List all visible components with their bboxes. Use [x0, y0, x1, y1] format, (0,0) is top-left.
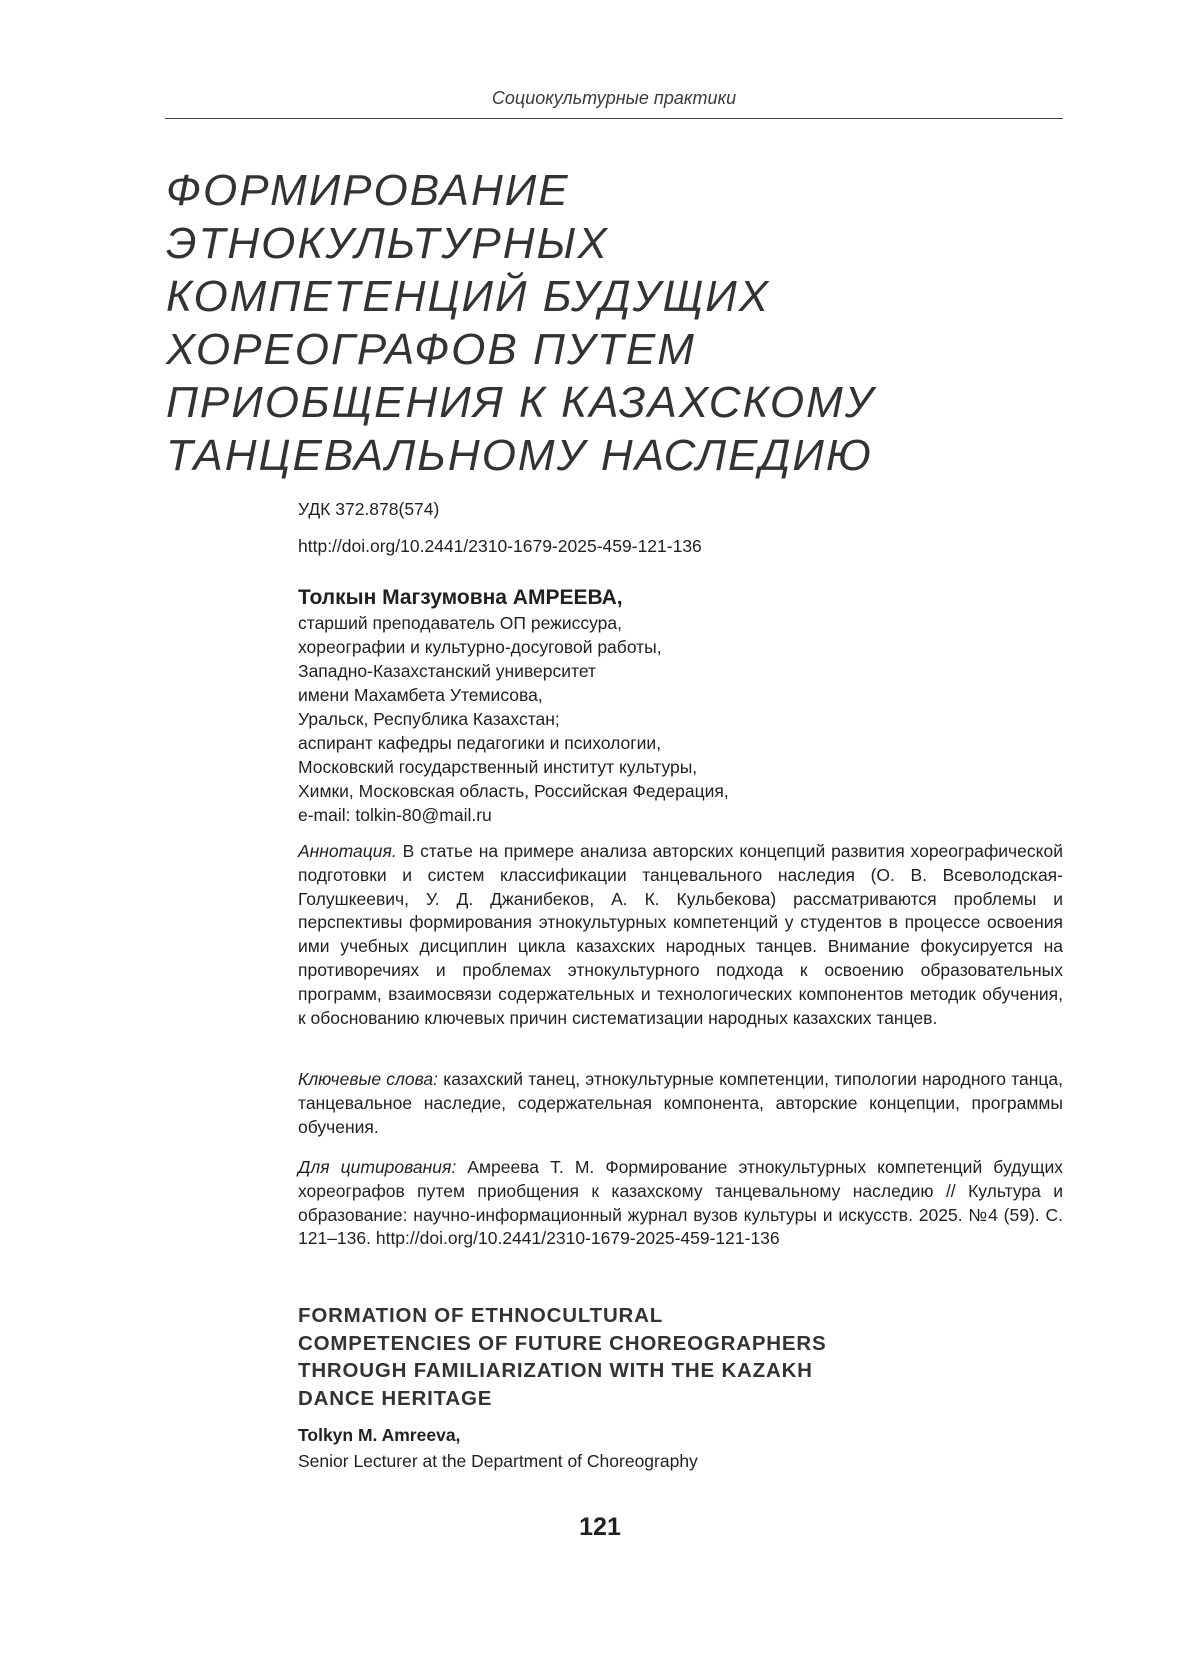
- keywords-text: казахский танец, этнокультурные компетенции, типологии народного танца, танцевальное наследие, содержательная компонента, авторские концепции, программы обучения.: [298, 1069, 1063, 1137]
- doi-link[interactable]: http://doi.org/10.2441/2310-1679-2025-459-121-136: [298, 536, 702, 556]
- author-name: Толкын Магзумовна АМРЕЕВА,: [298, 586, 623, 609]
- author-email[interactable]: e-mail: tolkin-80@mail.ru: [298, 805, 492, 825]
- affiliation-line: Уральск, Республика Казахстан;: [298, 709, 560, 729]
- header-rule: [165, 118, 1063, 119]
- citation-label: Для цитирования:: [298, 1157, 457, 1177]
- keywords-label: Ключевые слова:: [298, 1069, 438, 1089]
- citation: [298, 1156, 1063, 1251]
- affiliation-line: аспирант кафедры педагогики и психологии,: [298, 733, 662, 753]
- keywords: [298, 1068, 1063, 1139]
- udk-code: УДК 372.878(574): [298, 499, 440, 519]
- affiliation-line: Западно-Казахстанский университет: [298, 661, 597, 681]
- title-en-line: DANCE HERITAGE: [298, 1386, 493, 1410]
- title-ru-line: КОМПЕТЕНЦИЙ БУДУЩИХ: [166, 272, 771, 321]
- title-ru-line: ТАНЦЕВАЛЬНОМУ НАСЛЕДИЮ: [166, 431, 873, 480]
- author-position-en: Senior Lecturer at the Department of Choreography: [298, 1451, 698, 1471]
- abstract: [298, 840, 1063, 1030]
- author-affiliation: [298, 611, 1063, 827]
- running-head: Социокультурные практики: [491, 88, 737, 108]
- title-en-line: THROUGH FAMILIARIZATION WITH THE KAZAKH: [298, 1359, 813, 1382]
- article-title-en: [298, 1302, 826, 1412]
- title-ru-line: ХОРЕОГРАФОВ ПУТЕМ: [166, 325, 696, 374]
- affiliation-line: старший преподаватель ОП режиссура,: [298, 613, 622, 633]
- title-en-line: FORMATION OF ETHNOCULTURAL: [298, 1304, 664, 1327]
- citation-text: Амреева Т. М. Формирование этнокультурных компетенций будущих хореографов путем приобщения к казахскому танцевальному наследию // Культура и образование: научно-информационный журнал вузов культуры и искусств. 2025. №4 (59). С. 121–136. http://doi.org/10.2441/2310-1679-2025-459-121-136: [298, 1157, 1063, 1249]
- abstract-label: Аннотация.: [298, 841, 397, 861]
- affiliation-line: имени Махамбета Утемисова,: [298, 685, 543, 705]
- title-ru-line: ПРИОБЩЕНИЯ К КАЗАХСКОМУ: [166, 378, 875, 427]
- author-name-en: Tolkyn M. Amreeva,: [298, 1425, 461, 1445]
- affiliation-line: хореографии и культурно-досуговой работы,: [298, 637, 662, 657]
- affiliation-line: Химки, Московская область, Российская Федерация,: [298, 781, 729, 801]
- title-en-line: COMPETENCIES OF FUTURE CHOREOGRAPHERS: [298, 1331, 827, 1355]
- title-ru-line: ЭТНОКУЛЬТУРНЫХ: [166, 219, 609, 268]
- affiliation-line: Московский государственный институт культуры,: [298, 757, 698, 777]
- abstract-text: В статье на примере анализа авторских концепций развития хореографической подготовки и систем классификации танцевального наследия (О. В. Всеволодская-Голушкеевич, У. Д. Джанибеков, А. К. Кульбекова) рассматриваются проблемы и перспективы формирования этнокультурных компетенций у студентов в процессе освоения ими учебных дисциплин цикла казахских народных танцев. Внимание фокусируется на противоречиях и проблемах этнокультурного подхода к освоению образовательных программ, взаимосвязи содержательных и технологических компонентов методик обучения, к обоснованию ключевых причин систематизации народных казахских танцев.: [298, 841, 1063, 1028]
- title-ru-line: ФОРМИРОВАНИЕ: [166, 166, 570, 215]
- article-title-ru: [166, 164, 1046, 482]
- page-number: 121: [579, 1513, 621, 1541]
